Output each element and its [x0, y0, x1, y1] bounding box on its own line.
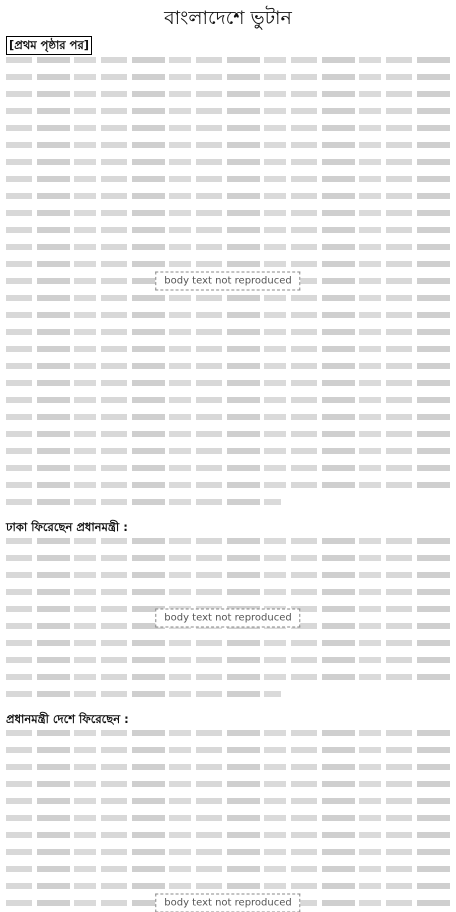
section-body-placeholder [6, 57, 450, 505]
section-body-placeholder [6, 538, 450, 697]
omitted-text-note: body text not reproduced [155, 608, 300, 627]
section-head-pm-returned: প্রধানমন্ত্রী দেশে ফিরেছেন : [6, 712, 129, 726]
section-head-continued: [প্রথম পৃষ্ঠার পর] [6, 36, 92, 55]
section-continued [6, 34, 450, 505]
headline: বাংলাদেশে ভুটান [164, 7, 292, 29]
omitted-text-note: body text not reproduced [155, 894, 300, 912]
section-dhaka-return [6, 516, 450, 697]
section-pm-returned [6, 708, 450, 912]
section-head-dhaka-return: ঢাকা ফিরেছেন প্রধানমন্ত্রী : [6, 520, 128, 534]
omitted-text-note: body text not reproduced [155, 272, 300, 291]
section-body-placeholder [6, 730, 450, 912]
